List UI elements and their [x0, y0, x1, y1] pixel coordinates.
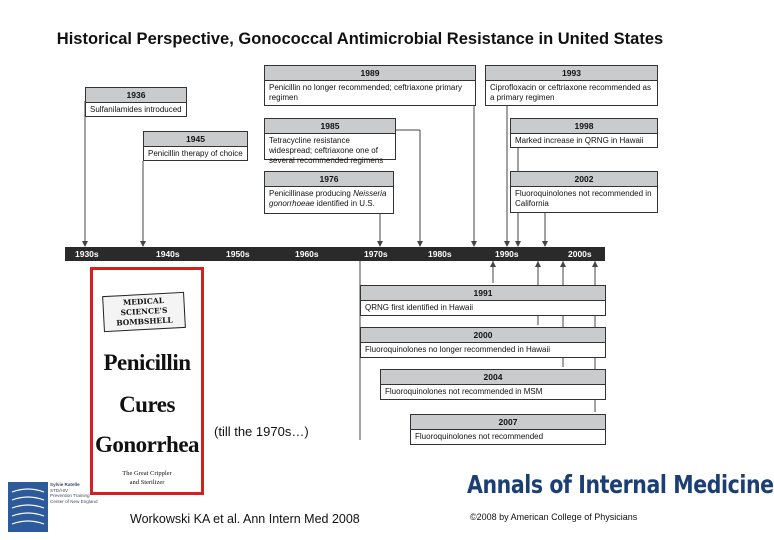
event-text: Sulfanilamides introduced [90, 105, 182, 114]
organism-name: Neisseria gonorrhoeae [269, 189, 387, 208]
event-text: Penicillin no longer recommended; ceftriaxone primary regimen [269, 83, 462, 102]
event-year: 1945 [144, 132, 247, 147]
citation: Workowski KA et al. Ann Intern Med 2008 [130, 512, 360, 526]
logo-text-line: Prevention Training [50, 493, 90, 499]
event-1976 [264, 171, 394, 214]
copyright: ©2008 by American College of Physicians [470, 512, 638, 522]
logo-text [50, 482, 110, 504]
caption: (till the 1970s…) [214, 424, 309, 439]
book-subtitle: and Sterilizer [129, 479, 165, 486]
journal-logo: Annals of Internal Medicine [467, 470, 774, 499]
event-text-part: Penicillinase producing [269, 189, 354, 198]
event-2007 [410, 414, 606, 445]
event-1998 [510, 118, 658, 148]
event-year: 2007 [411, 415, 605, 430]
book-cover-image [90, 267, 204, 495]
book-banner-line: BOMBSHELL [116, 315, 173, 328]
event-1993 [485, 65, 658, 106]
book-title-line: Cures [119, 392, 175, 417]
event-text: Fluoroquinolones not recommended in California [515, 189, 652, 208]
event-text-part: identified in U.S. [314, 199, 375, 208]
decade-label: 1980s [428, 249, 452, 259]
book-subtitle: The Great Crippler [122, 470, 172, 477]
training-center-logo-icon [8, 482, 48, 532]
decade-label: 1990s [495, 249, 519, 259]
event-year: 1993 [486, 66, 657, 81]
event-text: Fluoroquinolones no longer recommended in Hawaii [365, 345, 550, 354]
event-year: 1985 [265, 119, 395, 134]
decade-label: 2000s [568, 249, 592, 259]
event-year: 1998 [511, 119, 657, 134]
event-year: 2002 [511, 172, 657, 187]
logo-text-line: STD/HIV [50, 487, 69, 493]
event-year: 1991 [361, 286, 605, 301]
event-2000 [360, 327, 606, 358]
event-1945 [143, 131, 248, 161]
slide-title: Historical Perspective, Gonococcal Antimicrobial Resistance in United States [56, 30, 664, 48]
event-2002 [510, 171, 658, 213]
event-year: 2004 [381, 370, 605, 385]
event-year: 1976 [265, 172, 393, 187]
book-banner-line: MEDICAL SCIENCE'S [120, 295, 168, 318]
decade-label: 1950s [226, 249, 250, 259]
decade-label: 1940s [156, 249, 180, 259]
event-text: Tetracycline resistance widespread; ceftriaxone one of several recommended regimens [269, 136, 384, 165]
event-text: Ciprofloxacin or ceftriaxone recommended as a primary regimen [490, 83, 651, 102]
event-2004 [380, 369, 606, 400]
logo-text-line: Sylvie Ratelle [50, 482, 80, 487]
event-text: QRNG first identified in Hawaii [365, 303, 474, 312]
decade-label: 1930s [75, 249, 99, 259]
event-year: 2000 [361, 328, 605, 343]
event-year: 1936 [86, 88, 186, 103]
decade-label: 1970s [364, 249, 388, 259]
event-text: Fluoroquinolones not recommended in MSM [385, 387, 543, 396]
event-1936 [85, 87, 187, 117]
decade-label: 1960s [295, 249, 319, 259]
event-year: 1989 [265, 66, 475, 81]
timeline-bar [65, 247, 605, 261]
event-text: Marked increase in QRNG in Hawaii [515, 136, 644, 145]
event-1991 [360, 285, 606, 316]
event-1985 [264, 118, 396, 165]
event-1989 [264, 65, 476, 106]
event-text: Penicillin therapy of choice [148, 149, 243, 158]
book-title-line: Penicillin [103, 350, 191, 375]
book-title-line: Gonorrhea [94, 432, 200, 457]
book-banner [102, 292, 186, 332]
logo-text-line: Center of New England [50, 498, 98, 504]
event-text: Fluoroquinolones not recommended [415, 432, 544, 441]
